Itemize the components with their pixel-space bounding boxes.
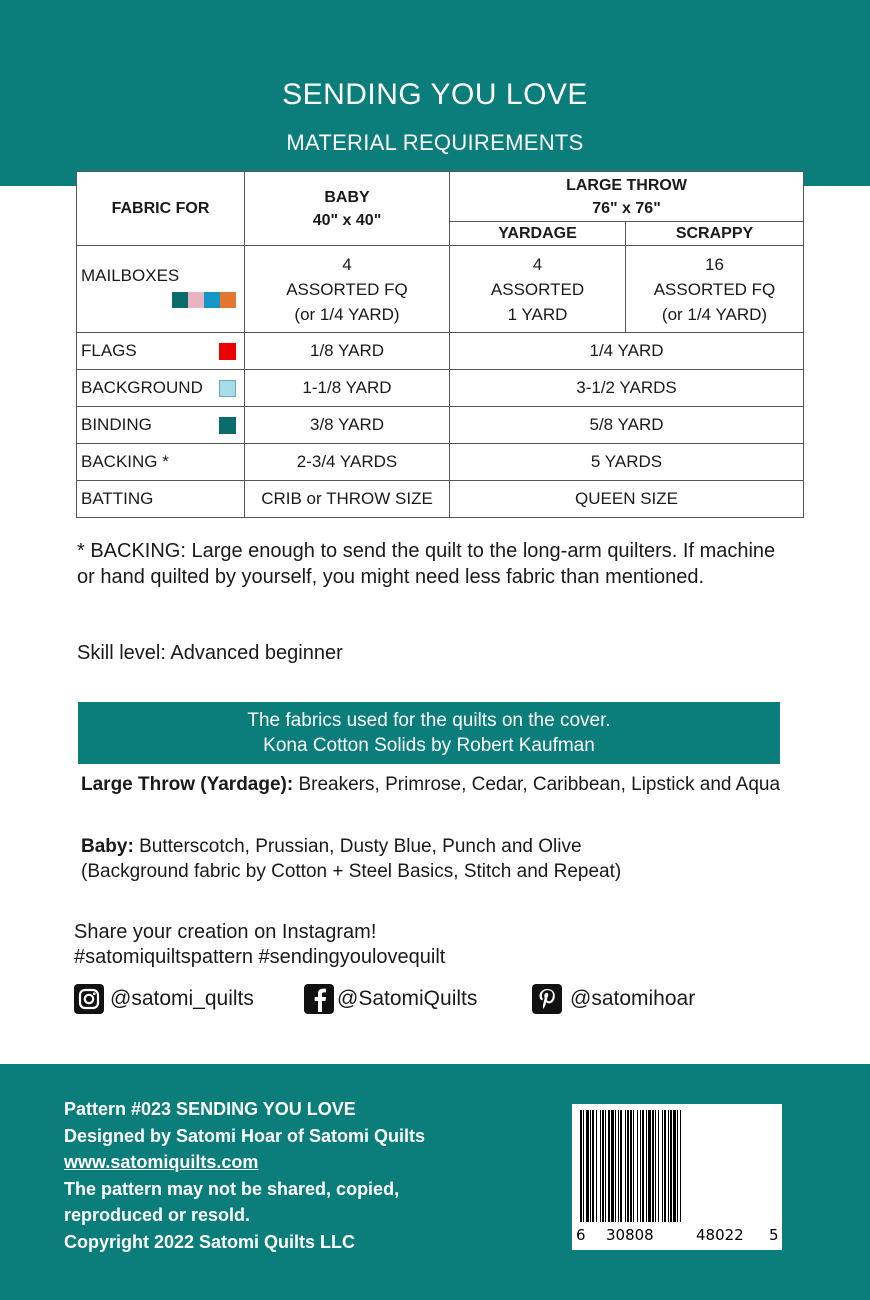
swatch-flags xyxy=(219,343,236,360)
page-subtitle: MATERIAL REQUIREMENTS xyxy=(286,130,584,155)
instagram-handle[interactable]: @satomi_quilts xyxy=(74,984,254,1014)
footer-pattern: Pattern #023 SENDING YOU LOVE xyxy=(64,1099,356,1119)
backing-note: * BACKING: Large enough to send the quilt to the long-arm quilters. If machine or hand quilted by yourself, you might need less fabric than mentioned. xyxy=(77,540,776,588)
table-row-background xyxy=(77,370,804,407)
cell-flags-throw: 1/4 YARD xyxy=(450,333,804,370)
header-baby: BABY 40" x 40" xyxy=(245,172,450,246)
footer-designer: Designed by Satomi Hoar of Satomi Quilts xyxy=(64,1125,426,1146)
swatch-background xyxy=(219,380,236,397)
table-row-flags xyxy=(77,333,804,370)
cell-batting-throw: QUEEN SIZE xyxy=(450,481,804,518)
mailbox-swatches xyxy=(81,292,236,308)
fabrics-large-throw: Large Throw (Yardage): Breakers, Primrose, Cedar, Caribbean, Lipstick and Aqua xyxy=(81,774,781,795)
row-label-batting: BATTING xyxy=(77,481,245,518)
share-text: Share your creation on Instagram! #satomiquiltspattern #sendingyoulovequilt xyxy=(74,921,446,968)
header-large-throw: LARGE THROW 76" x 76" xyxy=(450,172,804,222)
facebook-handle[interactable]: @SatomiQuilts xyxy=(304,984,477,1014)
swatch-binding xyxy=(219,417,236,434)
row-label-mailboxes: MAILBOXES xyxy=(77,246,245,333)
barcode-bars xyxy=(580,1110,774,1222)
cell-batting-baby: CRIB or THROW SIZE xyxy=(245,481,450,518)
barcode-digits-left: 30808 xyxy=(606,1226,654,1244)
table-row-binding xyxy=(77,407,804,444)
cell-backing-baby: 2-3/4 YARDS xyxy=(245,444,450,481)
website-link[interactable]: www.satomiquilts.com xyxy=(64,1152,259,1172)
material-requirements-table xyxy=(76,171,804,518)
barcode xyxy=(572,1104,782,1250)
table-row-mailboxes xyxy=(77,246,804,333)
cell-flags-baby: 1/8 YARD xyxy=(245,333,450,370)
barcode-digits-right: 48022 xyxy=(696,1226,744,1244)
cell-mailboxes-scrappy: 16 ASSORTED FQ (or 1/4 YARD) xyxy=(626,246,804,333)
cell-binding-throw: 5/8 YARD xyxy=(450,407,804,444)
swatch-2 xyxy=(188,292,204,308)
instagram-icon xyxy=(74,984,104,1014)
footer-copyright: Copyright 2022 Satomi Quilts LLC xyxy=(64,1231,356,1252)
fabrics-banner-line1: The fabrics used for the quilts on the cover. xyxy=(247,710,611,731)
footer-notice-2: reproduced or resold. xyxy=(64,1205,251,1225)
header-scrappy: SCRAPPY xyxy=(626,222,804,246)
pinterest-handle[interactable]: @satomihoar xyxy=(532,984,695,1014)
row-label-flags: FLAGS xyxy=(77,333,245,370)
barcode-digit-last: 5 xyxy=(769,1226,779,1244)
row-label-binding: BINDING xyxy=(77,407,245,444)
cell-mailboxes-yardage: 4 ASSORTED 1 YARD xyxy=(450,246,626,333)
header-fabric-for: FABRIC FOR xyxy=(77,172,245,246)
page-title: SENDING YOU LOVE xyxy=(282,78,588,111)
barcode-digit-first: 6 xyxy=(576,1226,586,1244)
barcode-stripe xyxy=(681,1110,683,1222)
footer-notice-1: The pattern may not be shared, copied, xyxy=(64,1178,400,1199)
table-row-batting xyxy=(77,481,804,518)
cell-mailboxes-baby: 4 ASSORTED FQ (or 1/4 YARD) xyxy=(245,246,450,333)
cell-background-throw: 3-1/2 YARDS xyxy=(450,370,804,407)
swatch-3 xyxy=(204,292,220,308)
footer-text xyxy=(64,1096,425,1255)
facebook-icon xyxy=(304,984,334,1014)
cell-backing-throw: 5 YARDS xyxy=(450,444,804,481)
swatch-4 xyxy=(220,292,236,308)
swatch-1 xyxy=(172,292,188,308)
cell-binding-baby: 3/8 YARD xyxy=(245,407,450,444)
fabrics-banner-line2: Kona Cotton Solids by Robert Kaufman xyxy=(263,735,595,756)
header-yardage: YARDAGE xyxy=(450,222,626,246)
skill-level: Skill level: Advanced beginner xyxy=(77,642,343,664)
row-label-backing: BACKING * xyxy=(77,444,245,481)
table-row-backing xyxy=(77,444,804,481)
cell-background-baby: 1-1/8 YARD xyxy=(245,370,450,407)
fabrics-baby: Baby: Butterscotch, Prussian, Dusty Blue, Punch and Olive (Background fabric by Cotton + Steel Basics, Stitch and Repeat) xyxy=(81,836,622,882)
row-label-background: BACKGROUND xyxy=(77,370,245,407)
fabrics-banner xyxy=(78,702,780,764)
pinterest-icon xyxy=(532,984,562,1014)
